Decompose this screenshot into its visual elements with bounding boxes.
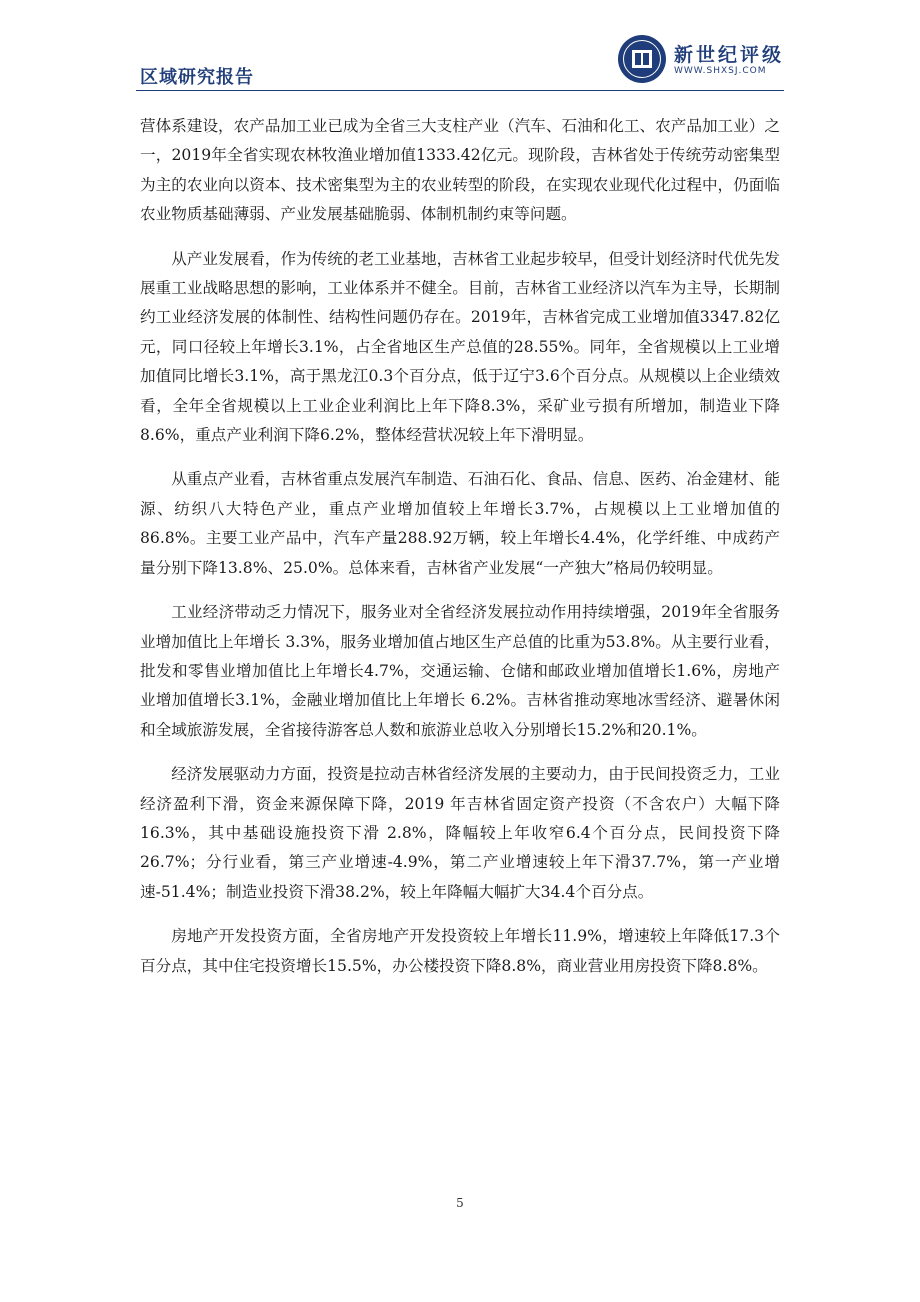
report-body (140, 112, 780, 996)
paragraph-industry-development: 从产业发展看，作为传统的老工业基地，吉林省工业起步较早，但受计划经济时代优先发展重工业战略思想的影响，工业体系并不健全。目前，吉林省工业经济以汽车为主导，长期制约工业经济发展的体制性、结构性问题仍存在。2019年，吉林省完成工业增加值3347.82亿元，同口径较上年增长3.1%，占全省地区生产总值的28.55%。同年，全省规模以上工业增加值同比增长3.1%，高于黑龙江0.3个百分点，低于辽宁3.6个百分点。从规模以上企业绩效看，全年全省规模以上工业企业利润比上年下降8.3%，采矿业亏损有所增加，制造业下降8.6%，重点产业利润下降6.2%，整体经营状况较上年下滑明显。 (140, 249, 780, 445)
paragraph-real-estate: 房地产开发投资方面，全省房地产开发投资较上年增长11.9%，增速较上年降低17.3个百分点，其中住宅投资增长15.5%，办公楼投资下降8.8%，商业营业用房投资下降8.8%。 (140, 927, 780, 975)
brand-url: WWW.SHXSJ.COM (674, 66, 767, 76)
report-category-title: 区域研究报告 (140, 67, 254, 88)
paragraph-agriculture: 营体系建设，农产品加工业已成为全省三大支柱产业（汽车、石油和化工、农产品加工业）之一，2019年全省实现农林牧渔业增加值1333.42亿元。现阶段，吉林省处于传统劳动密集型为主的农业向以资本、技术密集型为主的农业转型的阶段，在实现农业现代化过程中，仍面临农业物质基础薄弱、产业发展基础脆弱、体制机制约束等问题。 (140, 117, 780, 224)
header-divider (136, 90, 784, 91)
page-number: 5 (456, 1196, 464, 1210)
paragraph-services: 工业经济带动乏力情况下，服务业对全省经济发展拉动作用持续增强，2019年全省服务业增加值比上年增长 3.3%，服务业增加值占地区生产总值的比重为53.8%。从主要行业看，批发和零售业增加值比上年增长4.7%，交通运输、仓储和邮政业增加值增长1.6%，房地产业增加值增长3.1%，金融业增加值比上年增长 6.2%。吉林省推动寒地冰雪经济、避暑休闲和全域旅游发展，全省接待游客总人数和旅游业总收入分别增长15.2%和20.1%。 (140, 603, 780, 739)
company-logo (617, 34, 667, 84)
paragraph-investment: 经济发展驱动力方面，投资是拉动吉林省经济发展的主要动力，由于民间投资乏力，工业经济盈利下滑，资金来源保障下降，2019 年吉林省固定资产投资（不含农户）大幅下降 16.3%，其中基础设施投资下滑 2.8%，降幅较上年收窄6.4个百分点，民间投资下降26.7%；分行业看，第三产业增速-4.9%，第二产业增速较上年下滑37.7%，第一产业增速-51.4%；制造业投资下滑38.2%，较上年降幅大幅扩大34.4个百分点。 (140, 765, 780, 901)
paragraph-key-industries: 从重点产业看，吉林省重点发展汽车制造、石油石化、食品、信息、医药、冶金建材、能源、纺织八大特色产业，重点产业增加值较上年增长3.7%，占规模以上工业增加值的86.8%。主要工业产品中，汽车产量288.92万辆，较上年增长4.4%，化学纤维、中成药产量分别下降13.8%、25.0%。总体来看，吉林省产业发展“一产独大”格局仍较明显。 (140, 470, 780, 577)
brand-name: 新世纪评级 (674, 44, 785, 66)
